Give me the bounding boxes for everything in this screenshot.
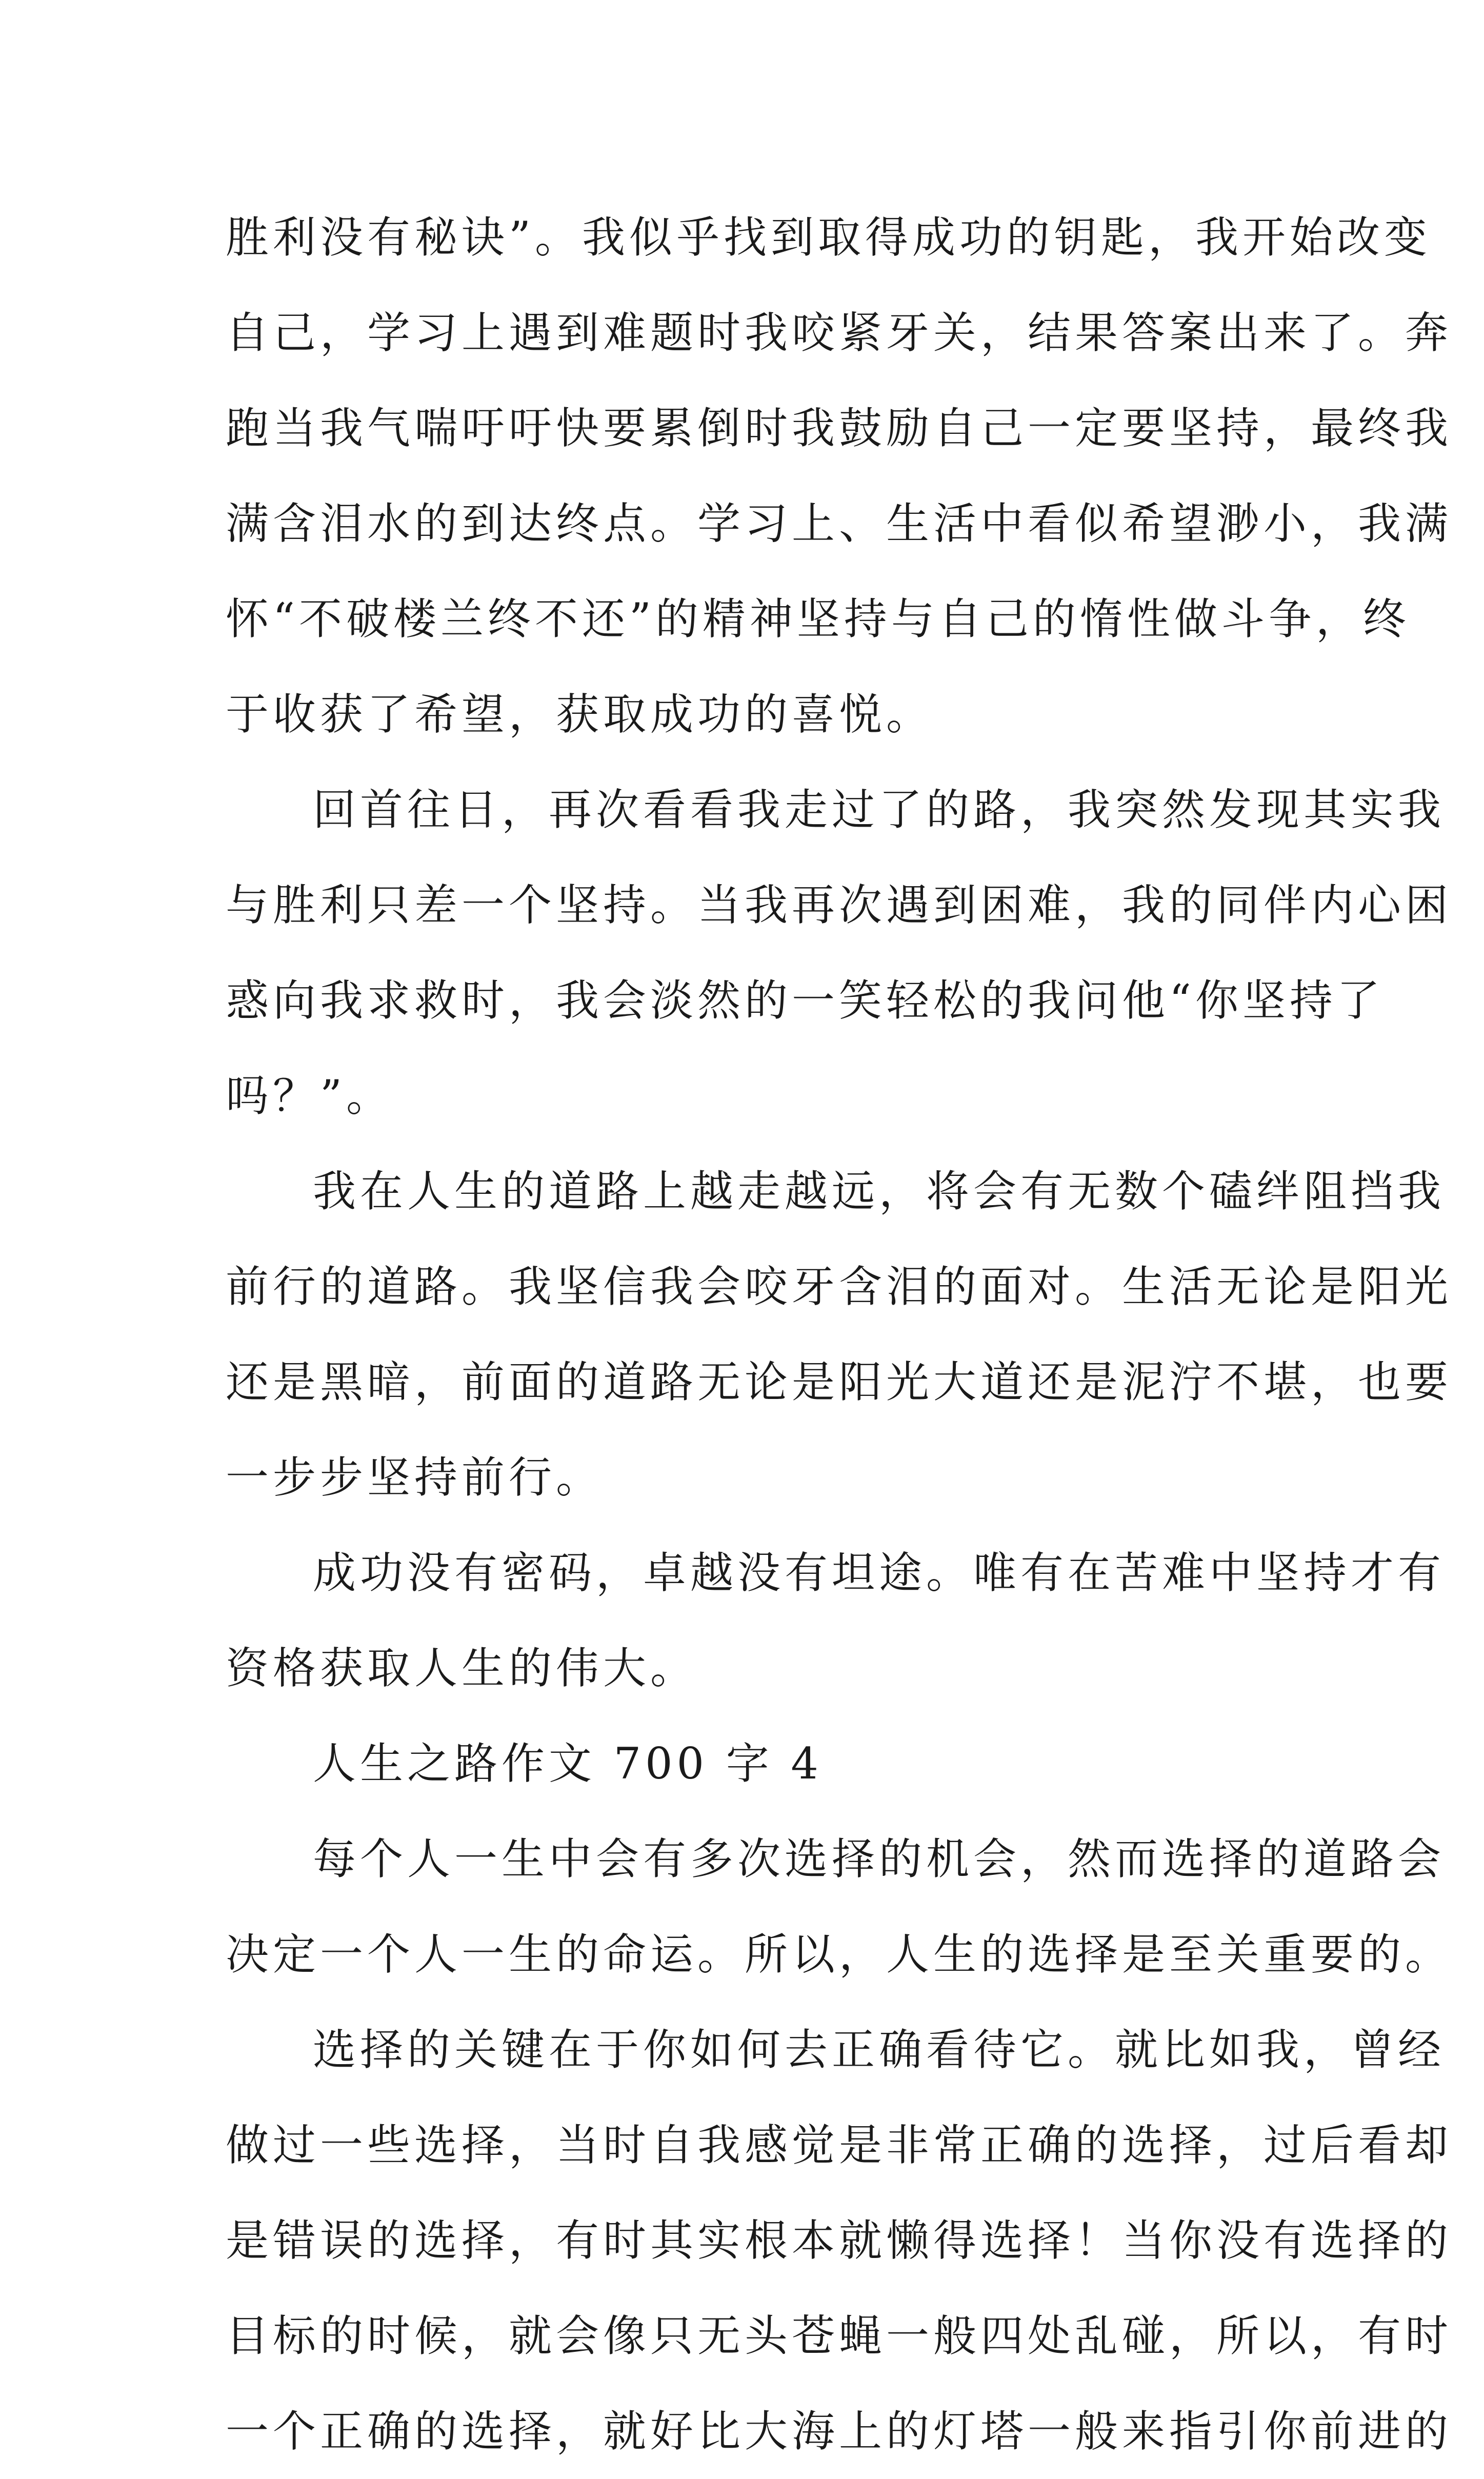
text-line: 决定一个人一生的命运。所以，人生的选择是至关重要的。 <box>226 1929 1453 1980</box>
text-line: 回首往日，再次看看我走过了的路，我突然发现其实我 <box>313 785 1446 835</box>
text-line: 于收获了希望，获取成功的喜悦。 <box>226 689 934 739</box>
document-body <box>226 190 1453 2479</box>
text-line: 选择的关键在于你如何去正确看待它。就比如我，曾经 <box>313 2025 1446 2075</box>
text-line: 一个正确的选择，就好比大海上的灯塔一般来指引你前进的 <box>226 2406 1453 2456</box>
text-line: 胜利没有秘诀”。我似乎找到取得成功的钥匙，我开始改变 <box>226 212 1431 263</box>
text-line: 做过一些选择，当时自我感觉是非常正确的选择，过后看却 <box>226 2120 1453 2170</box>
text-line: 自己，学习上遇到难题时我咬紧牙关，结果答案出来了。奔 <box>226 308 1453 358</box>
text-line: 每个人一生中会有多次选择的机会，然而选择的道路会 <box>313 1834 1446 1884</box>
text-line: 一步步坚持前行。 <box>226 1452 604 1503</box>
text-line: 是错误的选择，有时其实根本就懒得选择！当你没有选择的 <box>226 2215 1453 2266</box>
text-line: 前行的道路。我坚信我会咬牙含泪的面对。生活无论是阳光 <box>226 1262 1453 1312</box>
text-line: 吗？”。 <box>226 1071 393 1121</box>
text-line: 目标的时候，就会像只无头苍蝇一般四处乱碰，所以，有时 <box>226 2311 1453 2361</box>
text-line: 满含泪水的到达终点。学习上、生活中看似希望渺小，我满 <box>226 498 1453 549</box>
text-line: 人生之路作文 700 字 4 <box>313 1738 823 1789</box>
text-line: 我在人生的道路上越走越远，将会有无数个磕绊阻挡我 <box>313 1166 1446 1216</box>
text-line: 资格获取人生的伟大。 <box>226 1643 698 1693</box>
text-line: 怀“不破楼兰终不还”的精神坚持与自己的惰性做斗争，终 <box>226 594 1410 644</box>
text-line: 成功没有密码，卓越没有坦途。唯有在苦难中坚持才有 <box>313 1548 1446 1598</box>
text-line: 与胜利只差一个坚持。当我再次遇到困难，我的同伴内心困 <box>226 880 1453 930</box>
text-line: 还是黑暗，前面的道路无论是阳光大道还是泥泞不堪，也要 <box>226 1357 1453 1407</box>
text-line: 跑当我气喘吁吁快要累倒时我鼓励自己一定要坚持，最终我 <box>226 403 1453 453</box>
text-line: 惑向我求救时，我会淡然的一笑轻松的我问他“你坚持了 <box>226 975 1384 1026</box>
